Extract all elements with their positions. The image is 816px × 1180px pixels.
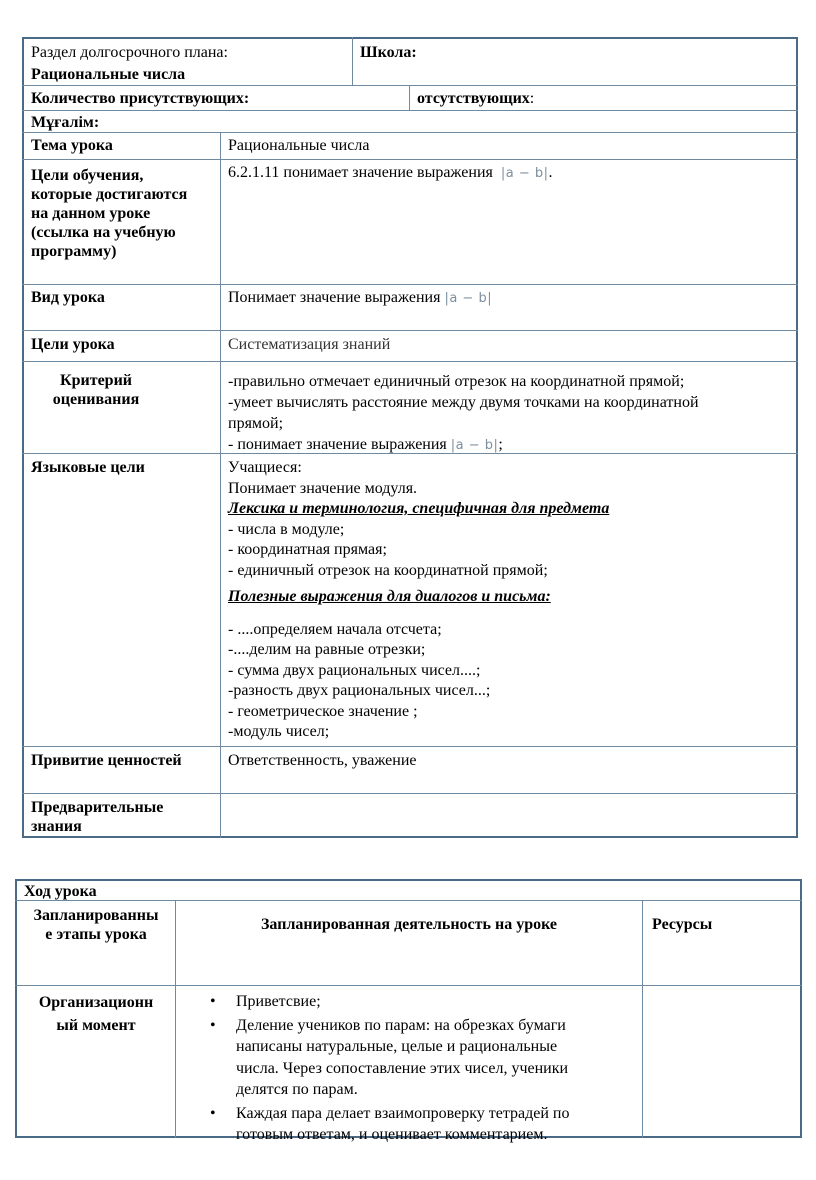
abs-expression: |a − b|: [500, 166, 549, 181]
criteria-line: прямой;: [228, 415, 284, 432]
col-resources-header: Ресурсы: [652, 916, 713, 933]
goals-value: [228, 163, 553, 183]
absent-label: отсутствующих: [417, 90, 530, 107]
values-value: Ответственность, уважение: [228, 752, 417, 769]
vocab-item: - числа в модуле;: [228, 520, 345, 538]
vocab-item: - единичный отрезок на координатной прямой;: [228, 561, 548, 579]
goals-value-end: .: [548, 164, 553, 181]
absent-field: [417, 89, 534, 108]
bullet-icon: •: [210, 1016, 216, 1034]
topic-value: Рациональные числа: [228, 137, 370, 154]
phrases-heading: Полезные выражения для диалогов и письма:: [228, 588, 551, 605]
list-item: [206, 1015, 636, 1101]
phrase-item: -разность двух рациональных чисел...;: [228, 682, 491, 699]
list-item-text: Каждая пара делает взаимопроверку тетрадей по: [236, 1104, 570, 1122]
values-label: Привитие ценностей: [31, 752, 182, 769]
goals-label-line: (ссылка на учебную: [31, 224, 176, 241]
list-item-text: делятся по парам.: [236, 1081, 358, 1098]
stage-line: ый момент: [56, 1017, 136, 1034]
criteria-label-line: Критерий: [59, 372, 132, 389]
school-label: Школа:: [360, 44, 417, 61]
list-item: [206, 1103, 636, 1146]
criteria-line: -правильно отмечает единичный отрезок на координатной прямой;: [228, 373, 685, 390]
lesson-type-label: Вид урока: [31, 289, 105, 306]
phrase-item: - сумма двух рациональных чисел....;: [228, 661, 481, 679]
present-label: Количество присутствующих:: [31, 90, 250, 107]
abs-expression: |a − b|: [444, 291, 493, 306]
lesson-type-value: [228, 288, 492, 308]
language-goals-label: Языковые цели: [31, 459, 145, 476]
criteria-label: [41, 371, 151, 409]
language-line: Понимает значение модуля.: [228, 479, 418, 497]
list-item-text: написаны натуральные, целые и рациональные: [236, 1038, 558, 1055]
lesson-type-text: Понимает значение выражения: [228, 289, 441, 306]
prior-knowledge-label: [31, 798, 163, 836]
col-stages-header: [17, 906, 175, 944]
activity-list: [206, 991, 636, 1148]
bullet-icon: •: [210, 1104, 216, 1122]
lesson-goals-label: Цели урока: [31, 336, 115, 353]
goals-label: [31, 166, 187, 261]
list-item: [206, 991, 636, 1013]
phrase-item: -модуль чисел;: [228, 723, 330, 740]
topic-label: Тема урока: [31, 137, 113, 154]
list-item-text: готовым ответам, и оценивает комментарием.: [236, 1126, 548, 1143]
goals-label-line: которые достигаются: [31, 186, 188, 203]
language-goals-value: [228, 458, 609, 743]
goals-label-line: Цели обучения,: [31, 167, 144, 184]
col-activity-header: Запланированная деятельность на уроке: [260, 916, 558, 933]
vocab-item: - координатная прямая;: [228, 541, 387, 558]
goals-label-line: на данном уроке: [31, 205, 151, 222]
stage-line: Организационн: [38, 994, 154, 1011]
vocab-heading: Лексика и терминология, специфичная для предмета: [228, 500, 610, 517]
teacher-label: Мұғалім:: [31, 114, 100, 131]
absent-colon: :: [529, 90, 535, 107]
stage-org-moment: [17, 991, 175, 1037]
prior-label-line: Предварительные: [31, 799, 164, 816]
course-title: Ход урока: [24, 883, 97, 900]
language-line: Учащиеся:: [228, 459, 302, 476]
abs-expression: |a − b|: [450, 438, 499, 453]
bullet-icon: •: [210, 993, 216, 1010]
criteria-value: [228, 371, 699, 456]
phrase-item: - геометрическое значение ;: [228, 702, 418, 720]
criteria-end: ;: [498, 436, 503, 453]
list-item-text: числа. Через сопоставление этих чисел, ученики: [236, 1059, 569, 1077]
list-item-text: Деление учеников по парам: на обрезках бумаги: [236, 1016, 566, 1034]
goals-value-text: 6.2.1.11 понимает значение выражения: [228, 164, 493, 181]
section-label: Раздел долгосрочного плана:: [31, 44, 228, 61]
phrase-item: - ....определяем начала отсчета;: [228, 620, 442, 638]
goals-label-line: программу): [31, 243, 117, 260]
criteria-line: - понимает значение выражения: [228, 436, 447, 453]
col-stages-line: Запланированны: [33, 907, 159, 924]
list-item-text: Приветсвие;: [236, 993, 321, 1010]
col-stages-line: е этапы урока: [45, 926, 147, 943]
lesson-goals-value: Систематизация знаний: [228, 336, 391, 353]
section-value: Рациональные числа: [31, 66, 186, 83]
criteria-line: -умеет вычислять расстояние между двумя точками на координатной: [228, 394, 699, 411]
phrase-item: -....делим на равные отрезки;: [228, 641, 426, 658]
prior-label-line: знания: [31, 818, 82, 835]
criteria-label-line: оценивания: [52, 391, 140, 408]
